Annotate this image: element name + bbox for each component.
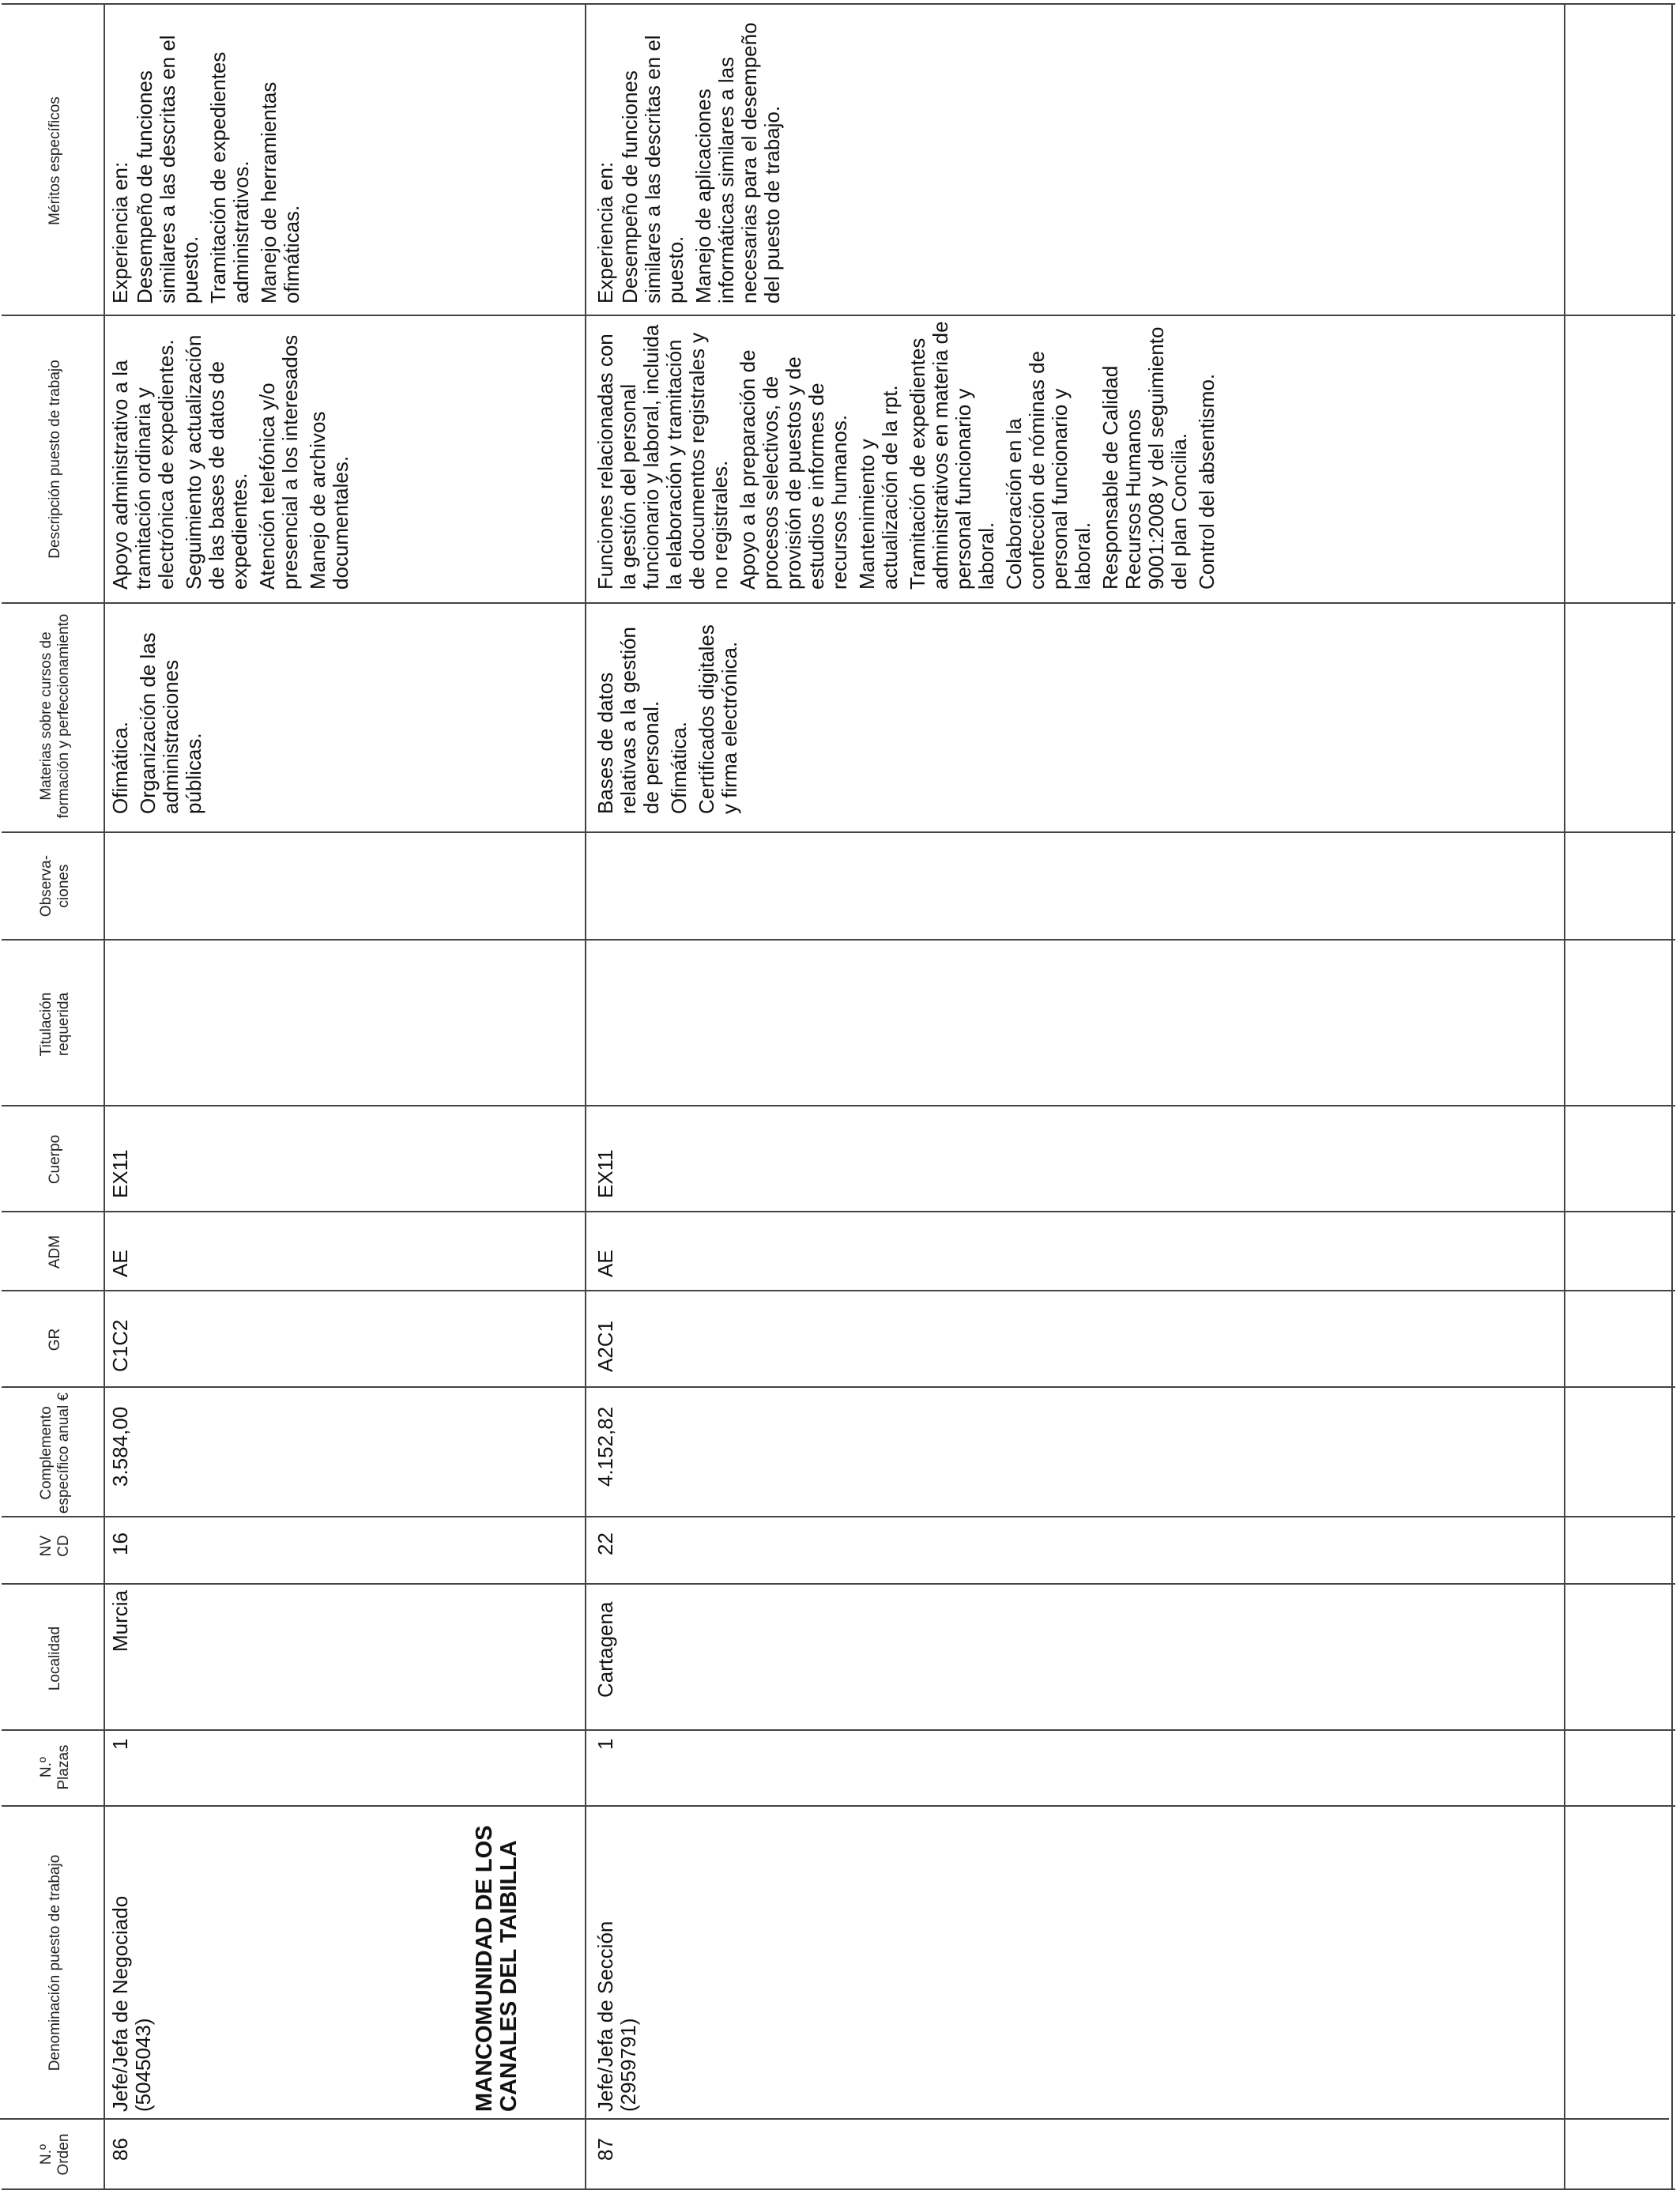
header-meritos: Méritos específicos <box>47 96 63 225</box>
col-border <box>2 1211 1675 1212</box>
row87-descripcion-item: Apoyo a la preparación de procesos selectivos, de provisión de puestos y de estudios e informes de recursos humanos. <box>736 349 851 590</box>
col-border <box>2 1386 1675 1388</box>
right-edge <box>1564 5 1565 2190</box>
row86-plazas: 1 <box>108 1738 132 1750</box>
row87-descripcion-item: Responsable de Calidad Recursos Humanos 9001:2008 y del seguimiento del plan Concilia. <box>1098 326 1191 590</box>
col-border <box>2 1290 1675 1291</box>
col-border <box>0 2118 1669 2120</box>
row86-codigo: (5045043) <box>131 2018 155 2112</box>
row86-complemento: 3.584,00 <box>108 1406 132 1487</box>
row86-nivel: 16 <box>108 1532 132 1555</box>
row86-descripcion-item: Atención telefónica y/o presencial a los interesados <box>255 334 302 590</box>
row87-materia: Certificados digitales y firma electrónica. <box>695 624 741 814</box>
header-nivel: NV CD <box>38 1535 72 1557</box>
row-border <box>585 5 586 2190</box>
row87-materias <box>594 613 746 814</box>
row87-cuerpo: EX11 <box>593 1149 617 1198</box>
row86-merito: Tramitación de expedientes administrativos. <box>206 51 253 303</box>
row87-codigo: (2959791) <box>616 2018 640 2112</box>
col-border <box>2 2188 1675 2190</box>
header-localidad: Localidad <box>47 1626 63 1691</box>
header-observaciones: Observa-ciones <box>38 854 72 918</box>
row86-descripcion-item: Manejo de archivos documentales. <box>306 411 352 590</box>
row87-materia: Ofimática. <box>667 721 691 814</box>
header-grupo: GR <box>47 1328 63 1351</box>
row86-materias <box>109 613 210 814</box>
row87-merito: Desempeño de funciones similares a las descritas en el puesto. <box>618 35 687 303</box>
row87-descripcion-item: Tramitación de expedientes administrativos en materia de personal funcionario y laboral. <box>906 321 998 590</box>
row87-materia: Bases de datos relativas a la gestión de personal. <box>593 626 663 814</box>
row86-descripcion-item: Seguimiento y actualización de las bases de datos de expedientes. <box>182 334 251 590</box>
header-adm: ADM <box>47 1235 63 1269</box>
row86-merito: Experiencia en: <box>108 161 132 303</box>
row-border <box>1671 5 1673 2190</box>
header-titulacion: Titulación requerida <box>38 992 72 1057</box>
row86-adm: AE <box>108 1250 132 1277</box>
section-heading: MANCOMUNIDAD DE LOS CANALES DEL TAIBILLA <box>472 1825 522 2112</box>
col-border <box>2 831 1675 833</box>
header-bottom-border <box>104 5 105 2190</box>
row86-merito: Manejo de herramientas ofimáticas. <box>257 81 303 303</box>
header-plazas: N.º Plazas <box>38 1744 72 1790</box>
col-border <box>2 315 1675 316</box>
header-cuerpo: Cuerpo <box>47 1134 63 1185</box>
col-border <box>2 1105 1675 1106</box>
row87-adm: AE <box>593 1250 617 1277</box>
row87-orden: 87 <box>593 2138 617 2161</box>
row87-descripcion-item: Colaboración en la confección de nóminas de personal funcionario y laboral. <box>1002 350 1094 590</box>
row87-merito: Experiencia en: <box>593 161 617 303</box>
row87-meritos <box>594 11 789 303</box>
col-border <box>2 939 1675 941</box>
row86-materia: Organización de las administraciones públicas. <box>136 632 205 814</box>
row86-orden: 86 <box>108 2138 132 2161</box>
row87-descripcion <box>594 317 1223 590</box>
row87-descripcion-item: Funciones relacionadas con la gestión del personal funcionario y laboral, incluida la elaboración y tramitación de documentos registrales y no registrales. <box>593 324 732 590</box>
row86-meritos <box>109 11 308 303</box>
row87-complemento: 4.152,82 <box>593 1406 617 1487</box>
row86-descripcion <box>109 317 357 590</box>
row86-localidad: Murcia <box>108 1589 132 1652</box>
row87-localidad: Cartagena <box>593 1601 617 1698</box>
header-denominacion: Denominación puesto de trabajo <box>47 1854 63 2071</box>
row87-nivel: 22 <box>593 1532 617 1555</box>
header-descripcion: Descripción puesto de trabajo <box>47 360 63 559</box>
row87-denominacion <box>594 1811 640 2112</box>
row86-cuerpo: EX11 <box>108 1149 132 1198</box>
row86-merito: Desempeño de funciones similares a las descritas en el puesto. <box>133 35 202 303</box>
header-materias: Materias sobre cursos de formación y perfeccionamiento <box>38 613 72 819</box>
row87-grupo: A2C1 <box>593 1320 617 1372</box>
col-border <box>2 1583 1675 1585</box>
col-border <box>2 602 1675 604</box>
row87-plazas: 1 <box>593 1738 617 1750</box>
row86-denominacion <box>109 1811 155 2112</box>
col-border <box>2 1729 1675 1731</box>
row87-descripcion-item: Mantenimiento y actualización de la rpt. <box>855 385 902 590</box>
col-border <box>2 1516 1675 1517</box>
row86-descripcion-item: Apoyo administrativo a la tramitación ordinaria y electrónica de expedientes. <box>108 339 178 590</box>
header-orden: N.º Orden <box>38 2133 72 2176</box>
row86-denominacion-text: Jefe/Jefa de Negociado <box>108 1895 132 2112</box>
row87-merito: Manejo de aplicaciones informáticas similares a las necesarias para el desempeño del puesto de trabajo. <box>691 22 784 303</box>
row87-denominacion-text: Jefe/Jefa de Sección <box>593 1921 617 2112</box>
col-border <box>2 1805 1675 1807</box>
row86-materia: Ofimática. <box>108 721 132 814</box>
header-complemento: Complemento específico anual € <box>38 1392 72 1514</box>
row87-descripcion-item: Control del absentismo. <box>1195 373 1219 590</box>
col-border <box>2 3 1675 5</box>
row86-grupo: C1C2 <box>108 1319 132 1372</box>
